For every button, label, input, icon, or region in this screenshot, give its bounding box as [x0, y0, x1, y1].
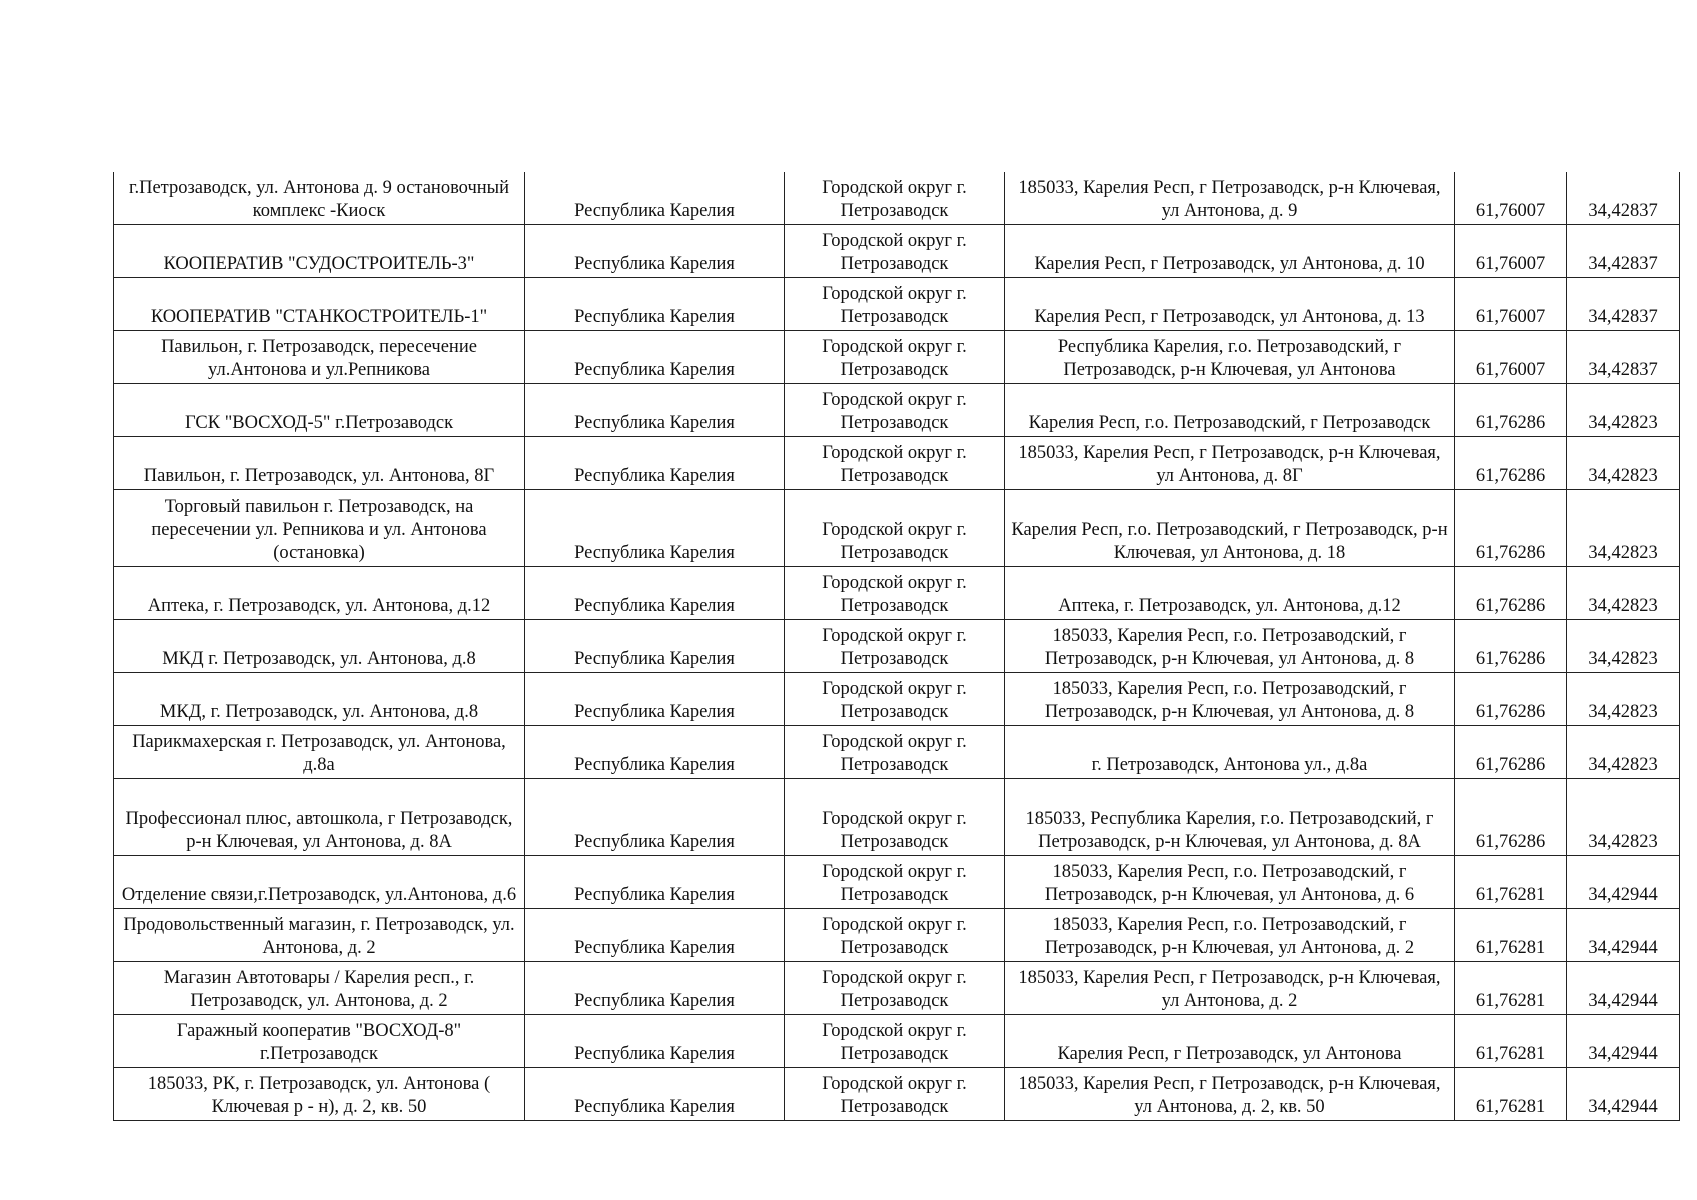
object-name-cell: г.Петрозаводск, ул. Антонова д. 9 остановочный комплекс -Киоск	[114, 172, 525, 225]
longitude-cell: 34,42823	[1567, 567, 1680, 620]
address-cell: г. Петрозаводск, Антонова ул., д.8а	[1005, 726, 1455, 779]
address-cell: Карелия Респ, г Петрозаводск, ул Антонова	[1005, 1015, 1455, 1068]
address-cell: 185033, Карелия Респ, г Петрозаводск, р-н Ключевая, ул Антонова, д. 8Г	[1005, 437, 1455, 490]
latitude-cell: 61,76281	[1455, 1068, 1567, 1121]
region-cell: Республика Карелия	[525, 437, 785, 490]
table-row	[114, 172, 1680, 225]
object-name-cell: Павильон, г. Петрозаводск, ул. Антонова, 8Г	[114, 437, 525, 490]
address-cell: Карелия Респ, г.о. Петрозаводский, г Петрозаводск, р-н Ключевая, ул Антонова, д. 18	[1005, 490, 1455, 567]
latitude-cell: 61,76286	[1455, 620, 1567, 673]
district-cell: Городской округ г. Петрозаводск	[785, 225, 1005, 278]
region-cell: Республика Карелия	[525, 856, 785, 909]
table-row	[114, 278, 1680, 331]
table-row	[114, 1015, 1680, 1068]
longitude-cell: 34,42823	[1567, 437, 1680, 490]
table-row	[114, 856, 1680, 909]
longitude-cell: 34,42837	[1567, 278, 1680, 331]
region-cell: Республика Карелия	[525, 779, 785, 856]
object-name-cell: Отделение связи,г.Петрозаводск, ул.Антонова, д.6	[114, 856, 525, 909]
table-row	[114, 909, 1680, 962]
region-cell: Республика Карелия	[525, 909, 785, 962]
region-cell: Республика Карелия	[525, 962, 785, 1015]
latitude-cell: 61,76007	[1455, 331, 1567, 384]
table-row	[114, 779, 1680, 856]
region-cell: Республика Карелия	[525, 331, 785, 384]
address-cell: 185033, Карелия Респ, г.о. Петрозаводский, г Петрозаводск, р-н Ключевая, ул Антонова, д. 2	[1005, 909, 1455, 962]
district-cell: Городской округ г. Петрозаводск	[785, 962, 1005, 1015]
table-row	[114, 384, 1680, 437]
latitude-cell: 61,76281	[1455, 1015, 1567, 1068]
address-cell: 185033, Карелия Респ, г Петрозаводск, р-н Ключевая, ул Антонова, д. 9	[1005, 172, 1455, 225]
object-name-cell: Магазин Автотовары / Карелия респ., г. Петрозаводск, ул. Антонова, д. 2	[114, 962, 525, 1015]
longitude-cell: 34,42944	[1567, 856, 1680, 909]
address-cell: 185033, Карелия Респ, г.о. Петрозаводский, г Петрозаводск, р-н Ключевая, ул Антонова, д. 8	[1005, 620, 1455, 673]
district-cell: Городской округ г. Петрозаводск	[785, 172, 1005, 225]
object-name-cell: Павильон, г. Петрозаводск, пересечение ул.Антонова и ул.Репникова	[114, 331, 525, 384]
table-row	[114, 331, 1680, 384]
address-cell: 185033, Карелия Респ, г.о. Петрозаводский, г Петрозаводск, р-н Ключевая, ул Антонова, д. 8	[1005, 673, 1455, 726]
district-cell: Городской округ г. Петрозаводск	[785, 278, 1005, 331]
district-cell: Городской округ г. Петрозаводск	[785, 673, 1005, 726]
district-cell: Городской округ г. Петрозаводск	[785, 726, 1005, 779]
latitude-cell: 61,76007	[1455, 278, 1567, 331]
table-row	[114, 962, 1680, 1015]
region-cell: Республика Карелия	[525, 490, 785, 567]
object-name-cell: 185033, РК, г. Петрозаводск, ул. Антонова ( Ключевая р - н), д. 2, кв. 50	[114, 1068, 525, 1121]
district-cell: Городской округ г. Петрозаводск	[785, 384, 1005, 437]
latitude-cell: 61,76281	[1455, 909, 1567, 962]
table-row	[114, 673, 1680, 726]
district-cell: Городской округ г. Петрозаводск	[785, 856, 1005, 909]
table-row	[114, 567, 1680, 620]
region-cell: Республика Карелия	[525, 673, 785, 726]
longitude-cell: 34,42944	[1567, 1015, 1680, 1068]
district-cell: Городской округ г. Петрозаводск	[785, 567, 1005, 620]
longitude-cell: 34,42837	[1567, 172, 1680, 225]
object-name-cell: Торговый павильон г. Петрозаводск, на пересечении ул. Репникова и ул. Антонова (остановка)	[114, 490, 525, 567]
latitude-cell: 61,76281	[1455, 856, 1567, 909]
address-cell: Карелия Респ, г.о. Петрозаводский, г Петрозаводск	[1005, 384, 1455, 437]
longitude-cell: 34,42823	[1567, 779, 1680, 856]
table-row	[114, 225, 1680, 278]
object-name-cell: КООПЕРАТИВ "СТАНКОСТРОИТЕЛЬ-1"	[114, 278, 525, 331]
object-name-cell: МКД г. Петрозаводск, ул. Антонова, д.8	[114, 620, 525, 673]
district-cell: Городской округ г. Петрозаводск	[785, 909, 1005, 962]
longitude-cell: 34,42944	[1567, 962, 1680, 1015]
table-row	[114, 490, 1680, 567]
address-cell: Карелия Респ, г Петрозаводск, ул Антонова, д. 13	[1005, 278, 1455, 331]
longitude-cell: 34,42944	[1567, 1068, 1680, 1121]
objects-table	[113, 172, 1680, 1121]
longitude-cell: 34,42944	[1567, 909, 1680, 962]
address-cell: Республика Карелия, г.о. Петрозаводский, г Петрозаводск, р-н Ключевая, ул Антонова	[1005, 331, 1455, 384]
region-cell: Республика Карелия	[525, 726, 785, 779]
longitude-cell: 34,42837	[1567, 225, 1680, 278]
latitude-cell: 61,76286	[1455, 779, 1567, 856]
longitude-cell: 34,42823	[1567, 490, 1680, 567]
latitude-cell: 61,76286	[1455, 384, 1567, 437]
table-row	[114, 620, 1680, 673]
address-cell: 185033, Карелия Респ, г.о. Петрозаводский, г Петрозаводск, р-н Ключевая, ул Антонова, д. 6	[1005, 856, 1455, 909]
table-row	[114, 1068, 1680, 1121]
region-cell: Республика Карелия	[525, 384, 785, 437]
object-name-cell: Продовольственный магазин, г. Петрозаводск, ул. Антонова, д. 2	[114, 909, 525, 962]
region-cell: Республика Карелия	[525, 172, 785, 225]
latitude-cell: 61,76007	[1455, 225, 1567, 278]
longitude-cell: 34,42823	[1567, 673, 1680, 726]
table-row	[114, 726, 1680, 779]
table-body	[114, 172, 1680, 1121]
district-cell: Городской округ г. Петрозаводск	[785, 1015, 1005, 1068]
region-cell: Республика Карелия	[525, 1015, 785, 1068]
address-cell: 185033, Карелия Респ, г Петрозаводск, р-н Ключевая, ул Антонова, д. 2	[1005, 962, 1455, 1015]
object-name-cell: МКД, г. Петрозаводск, ул. Антонова, д.8	[114, 673, 525, 726]
district-cell: Городской округ г. Петрозаводск	[785, 620, 1005, 673]
address-cell: 185033, Республика Карелия, г.о. Петрозаводский, г Петрозаводск, р-н Ключевая, ул Антонова, д. 8А	[1005, 779, 1455, 856]
longitude-cell: 34,42823	[1567, 620, 1680, 673]
object-name-cell: ГСК "ВОСХОД-5" г.Петрозаводск	[114, 384, 525, 437]
object-name-cell: КООПЕРАТИВ "СУДОСТРОИТЕЛЬ-3"	[114, 225, 525, 278]
region-cell: Республика Карелия	[525, 620, 785, 673]
region-cell: Республика Карелия	[525, 1068, 785, 1121]
object-name-cell: Аптека, г. Петрозаводск, ул. Антонова, д.12	[114, 567, 525, 620]
latitude-cell: 61,76286	[1455, 490, 1567, 567]
latitude-cell: 61,76281	[1455, 962, 1567, 1015]
latitude-cell: 61,76286	[1455, 673, 1567, 726]
address-cell: Аптека, г. Петрозаводск, ул. Антонова, д.12	[1005, 567, 1455, 620]
longitude-cell: 34,42837	[1567, 331, 1680, 384]
latitude-cell: 61,76286	[1455, 437, 1567, 490]
district-cell: Городской округ г. Петрозаводск	[785, 1068, 1005, 1121]
object-name-cell: Парикмахерская г. Петрозаводск, ул. Антонова, д.8а	[114, 726, 525, 779]
district-cell: Городской округ г. Петрозаводск	[785, 490, 1005, 567]
region-cell: Республика Карелия	[525, 278, 785, 331]
object-name-cell: Профессионал плюс, автошкола, г Петрозаводск, р-н Ключевая, ул Антонова, д. 8А	[114, 779, 525, 856]
region-cell: Республика Карелия	[525, 225, 785, 278]
longitude-cell: 34,42823	[1567, 384, 1680, 437]
region-cell: Республика Карелия	[525, 567, 785, 620]
district-cell: Городской округ г. Петрозаводск	[785, 779, 1005, 856]
latitude-cell: 61,76286	[1455, 726, 1567, 779]
district-cell: Городской округ г. Петрозаводск	[785, 437, 1005, 490]
district-cell: Городской округ г. Петрозаводск	[785, 331, 1005, 384]
object-name-cell: Гаражный кооператив "ВОСХОД-8" г.Петрозаводск	[114, 1015, 525, 1068]
table-row	[114, 437, 1680, 490]
longitude-cell: 34,42823	[1567, 726, 1680, 779]
address-cell: Карелия Респ, г Петрозаводск, ул Антонова, д. 10	[1005, 225, 1455, 278]
latitude-cell: 61,76286	[1455, 567, 1567, 620]
latitude-cell: 61,76007	[1455, 172, 1567, 225]
address-cell: 185033, Карелия Респ, г Петрозаводск, р-н Ключевая, ул Антонова, д. 2, кв. 50	[1005, 1068, 1455, 1121]
